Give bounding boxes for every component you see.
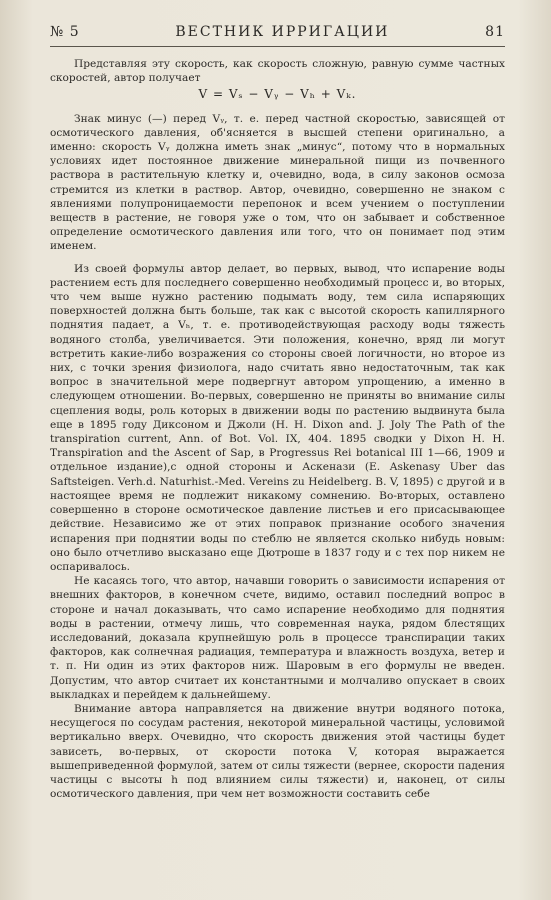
- issue-number: № 5: [50, 24, 80, 40]
- paragraph-1: Представляя эту скорость, как скорость сложную, равную сумме частных скоростей, автор получает: [50, 58, 505, 85]
- article-body: [50, 57, 505, 801]
- journal-title: ВЕСТНИК ИРРИГАЦИИ: [175, 24, 390, 40]
- paragraph-5: Внимание автора направляется на движение внутри водяного потока, несущегося по сосудам растения, некоторой минеральной частицы, условимой вертикально вверх. Очевидно, что скорость движения этой частицы будет зависеть, во-первых, от скорости потока V, которая выражается вышеприведенной формулой, затем от силы тяжести (вернее, скорости падения частицы с высоты h под влиянием силы тяжести) и, наконец, от силы осмотического давления, при чем нет возможности составить себе: [50, 702, 505, 801]
- running-header: [50, 24, 505, 47]
- page-number: 81: [485, 24, 505, 40]
- paragraph-3: Из своей формулы автор делает, во первых, вывод, что испарение воды растением есть для последнего совершенно необходимый процесс и, во вторых, что чем выше нужно растению подымать воду, тем сила испаряющих поверхностей должна быть больше, так как с высотой скорость капиллярного поднятия падает, а Vₕ, т. е. противодействующая расходу воды тяжесть водяного столба, увеличивается. Эти положения, конечно, вряд ли могут встретить какие-либо возражения со стороны своей логичности, но второе из них, с точки зрения физиолога, надо считать явно недостаточным, так как вопрос в значительной мере подвергнут автором упрощению, а именно в следующем отношении. Во-первых, совершенно не приняты во внимание силы сцепления воды, роль которых в движении воды по растению выдвинута была еще в 1895 году Диксоном и Джоли (H. H. Dixon and. J. Joly The Path of the transpiration current, Ann. of Bot. Vol. IX, 404. 1895 сводки у Dixon H. H. Transpiration and the Ascent of Sap, в Progressus Rei botanical III 1—66, 1909 и отдельное издание),с одной стороны и Аскенази (E. Askenasy Uber das Saftsteigen. Verh.d. Naturhist.-Med. Vereins zu Heidelberg. B. V, 1895) с другой и в настоящее время не подлежит никакому сомнению. Во-вторых, оставлено совершенно в стороне осмотическое давление листьев и его присасывающее действие. Независимо же от этих поправок признание особого значения испарения при поднятии воды по стеблю не является сколько нибудь новым: оно было отчетливо высказано еще Дютроше в 1837 году и с тех пор никем не оспаривалось.: [50, 262, 505, 573]
- paragraph-4: Не касаясь того, что автор, начавши говорить о зависимости испарения от внешних факторов, в конечном счете, видимо, оставил последний вопрос в стороне и начал доказывать, что само испарение необходимо для поднятия воды в растении, отмечу лишь, что современная наука, рядом блестящих исследований, доказала крупнейшую роль в процессе транспирации таких факторов, как солнечная радиация, температура и влажность воздуха, ветер и т. п. Ни один из этих факторов ниж. Шаровым в его формулы не введен. Допустим, что автор считает их константными и молчаливо опускает в своих выкладках и перейдем к дальнейшему.: [50, 575, 505, 701]
- paragraph-2: Знак минус (—) перед Vᵧ, т. е. перед частной скоростью, зависящей от осмотического давления, об'ясняется в высшей степени оригинально, а именно: скорость Vᵧ должна иметь знак „минус“, потому что в нормальных условиях идет постоянное движение минеральной пищи из почвенного раствора в растительную клетку и, очевидно, вода, в силу законов осмоза стремится из клетки в раствор. Автор, очевидно, совершенно не знаком с явлениями полупроницаемости перепонок и всем учением о поступлении веществ в растение, не говоря уже о том, что он забывает и собственное определение осмотического давления или того, что он понимает под этим именем.: [50, 112, 505, 253]
- velocity-formula: V = Vₛ − Vᵧ − Vₕ + Vₖ.: [198, 87, 357, 102]
